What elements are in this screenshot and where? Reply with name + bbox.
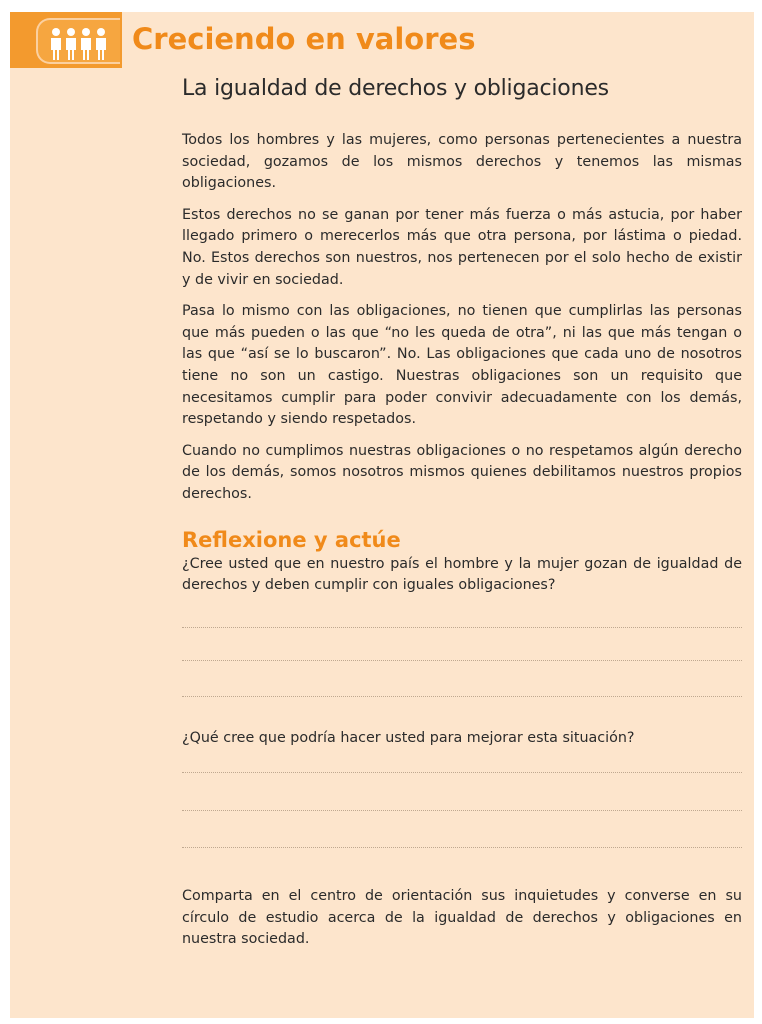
answer-line[interactable] bbox=[182, 772, 742, 773]
answer-line[interactable] bbox=[182, 660, 742, 661]
page-title: La igualdad de derechos y obligaciones bbox=[182, 76, 609, 101]
question-1: ¿Cree usted que en nuestro país el hombre y la mujer gozan de igualdad de derechos y deben cumplir con iguales obligaciones? bbox=[182, 555, 742, 594]
paragraph-4: Cuando no cumplimos nuestras obligaciones o no respetamos algún derecho de los demás, somos nosotros mismos quienes debilitamos nuestros propios derechos. bbox=[182, 442, 742, 502]
reflection-title: Reflexione y actúe bbox=[182, 527, 401, 552]
paragraph-3: Pasa lo mismo con las obligaciones, no tienen que cumplirlas las personas que más pueden o las que “no les queda de otra”, ni las que más tengan o las que “así se lo buscaron”. No. Las obligaciones que cada uno de nosotros tiene no son un castigo. Nuestras obligaciones son un requisito que necesitamos cumplir para poder convivir adecuadamente con los demás, respetando y siendo respetados. bbox=[182, 303, 742, 428]
answer-line[interactable] bbox=[182, 696, 742, 697]
paragraph-2: Estos derechos no se ganan por tener más fuerza o más astucia, por haber llegado primero o merecerlos más que otra persona, por lástima o piedad. No. Estos derechos son nuestros, nos pertenecen por el solo hecho de existir y de vivir en sociedad. bbox=[182, 206, 742, 288]
section-title: Creciendo en valores bbox=[132, 22, 476, 56]
answer-line[interactable] bbox=[182, 627, 742, 628]
document-page bbox=[10, 12, 754, 1018]
people-group-icon bbox=[46, 24, 116, 62]
question-2: ¿Qué cree que podría hacer usted para mejorar esta situación? bbox=[182, 729, 635, 746]
section-logo bbox=[36, 18, 120, 64]
closing-paragraph: Comparta en el centro de orientación sus inquietudes y converse en su círculo de estudio acerca de la igualdad de derechos y obligaciones en nuestra sociedad. bbox=[182, 888, 742, 948]
answer-line[interactable] bbox=[182, 847, 742, 848]
paragraph-1: Todos los hombres y las mujeres, como personas pertenecientes a nuestra sociedad, gozamos de los mismos derechos y tenemos las mismas obligaciones. bbox=[182, 132, 742, 192]
main-content bbox=[182, 76, 742, 951]
answer-line[interactable] bbox=[182, 810, 742, 811]
